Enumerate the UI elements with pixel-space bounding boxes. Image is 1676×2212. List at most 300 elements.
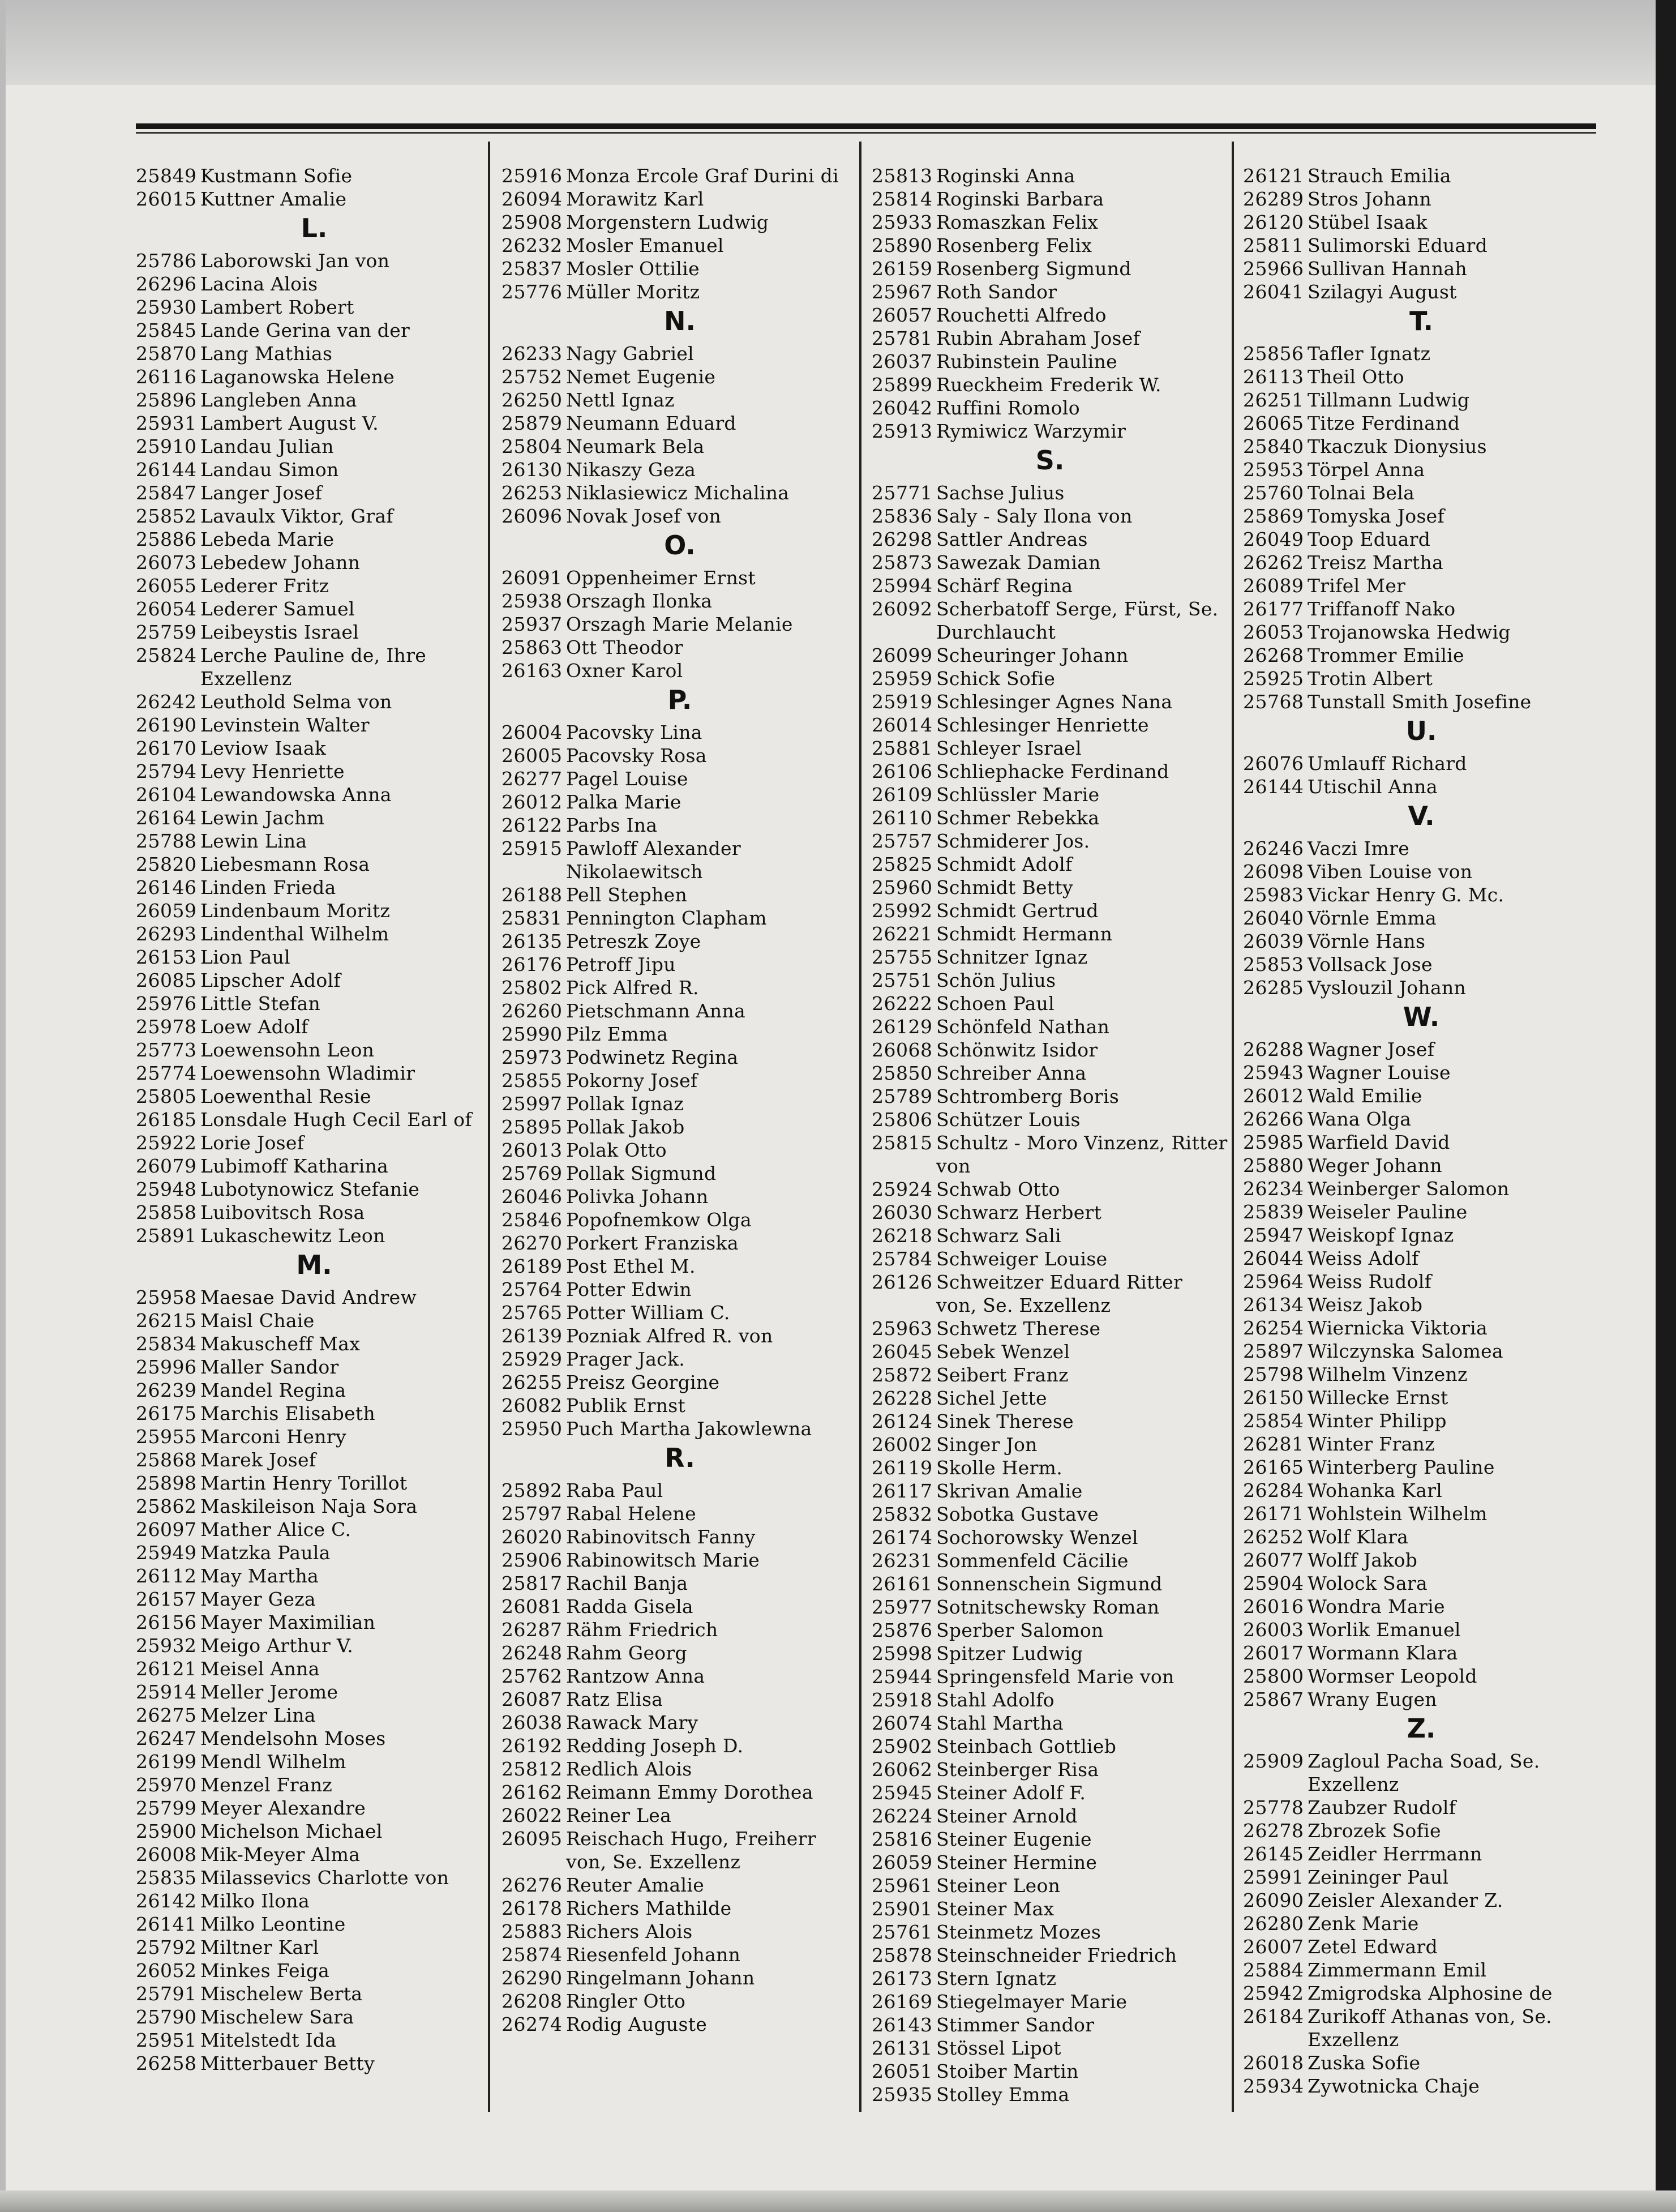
entry-number: 25880 <box>1243 1154 1304 1176</box>
register-entry <box>136 1866 492 1889</box>
register-entry <box>872 876 1228 899</box>
entry-number: 25964 <box>1243 1270 1304 1293</box>
entry-name: Stimmer Sandor <box>936 2014 1095 2036</box>
entry-number: 25850 <box>872 1062 933 1084</box>
scan-border-bottom <box>0 2190 1676 2212</box>
register-entry <box>501 280 858 303</box>
register-entry <box>1243 458 1600 481</box>
entry-number: 25874 <box>501 1944 563 1966</box>
register-entry <box>136 829 492 853</box>
entry-name: Wiernicka Viktoria <box>1308 1317 1488 1339</box>
entry-number: 26085 <box>136 969 197 991</box>
entry-number: 26222 <box>872 992 933 1015</box>
entry-name: Schlesinger Agnes Nana <box>936 691 1173 713</box>
entry-number: 26185 <box>136 1109 197 1131</box>
entry-number: 25973 <box>501 1046 563 1068</box>
register-column-1 <box>136 164 492 2075</box>
register-entry <box>136 481 492 504</box>
register-entry <box>1243 1688 1600 1711</box>
entry-number: 26124 <box>872 1410 933 1432</box>
entry-number: 25951 <box>136 2029 197 2051</box>
entry-number: 26090 <box>1243 1889 1304 1911</box>
register-entry <box>501 721 858 744</box>
register-entry <box>136 1820 492 1843</box>
register-entry <box>872 1317 1228 1340</box>
register-entry <box>501 211 858 234</box>
entry-name: Mitterbauer Betty <box>200 2052 375 2074</box>
entry-number: 26039 <box>1243 930 1304 952</box>
entry-number: 26298 <box>872 528 933 550</box>
entry-number: 25891 <box>136 1225 197 1247</box>
entry-number: 25869 <box>1243 505 1304 527</box>
entry-name: Pick Alfred R. <box>566 977 699 999</box>
entry-name: Schmiderer Jos. <box>936 830 1090 852</box>
section-letter: W. <box>1403 1002 1440 1032</box>
entry-number: 25963 <box>872 1317 933 1340</box>
register-entry <box>501 906 858 930</box>
entry-name: Weinberger Salomon <box>1308 1178 1510 1200</box>
entry-number: 26221 <box>872 923 933 945</box>
entry-number: 26099 <box>872 644 933 666</box>
register-entry <box>136 272 492 296</box>
register-entry <box>1243 1796 1600 1819</box>
register-entry <box>1243 953 1600 976</box>
register-entry <box>1243 906 1600 930</box>
entry-name: Stros Johann <box>1308 188 1432 210</box>
register-entry <box>872 1201 1228 1224</box>
entry-name: Kuttner Amalie <box>200 188 347 210</box>
entry-number: 26228 <box>872 1387 933 1409</box>
register-entry <box>1243 1595 1600 1618</box>
entry-number: 26096 <box>501 505 563 527</box>
entry-name: Schlüssler Marie <box>936 784 1100 806</box>
entry-name: Lande Gerina van der <box>200 319 410 341</box>
entry-name: Nagy Gabriel <box>566 343 694 365</box>
register-entry <box>872 969 1228 992</box>
register-entry <box>136 249 492 272</box>
entry-number: 26109 <box>872 784 933 806</box>
entry-number: 26005 <box>501 745 563 767</box>
entry-name: Reiner Lea <box>566 1804 672 1826</box>
register-entry <box>872 1665 1228 1688</box>
entry-number: 26119 <box>872 1457 933 1479</box>
entry-name: Mischelew Berta <box>200 1983 363 2005</box>
register-entry <box>136 1448 492 1471</box>
entry-number: 25790 <box>136 2006 197 2028</box>
register-entry <box>1243 597 1600 621</box>
entry-name: Weiss Adolf <box>1308 1247 1419 1269</box>
entry-name: Miltner Karl <box>200 1936 319 1958</box>
entry-name: Menzel Franz <box>200 1774 333 1796</box>
register-entry <box>501 1371 858 1394</box>
entry-number: 26215 <box>136 1310 197 1332</box>
entry-name: Redding Joseph D. <box>566 1735 744 1757</box>
register-entry <box>872 899 1228 922</box>
column-divider <box>1232 142 1234 2112</box>
register-entry <box>872 528 1228 551</box>
entry-number: 25878 <box>872 1944 933 1966</box>
entry-name: Rosenberg Felix <box>936 234 1092 256</box>
entry-number: 25902 <box>872 1735 933 1757</box>
register-entry <box>872 1224 1228 1247</box>
register-entry <box>1243 644 1600 667</box>
section-letter: V. <box>1408 801 1435 831</box>
register-entry <box>1243 1316 1600 1340</box>
register-entry <box>136 945 492 969</box>
register-entry <box>872 280 1228 303</box>
entry-number: 25849 <box>136 165 197 187</box>
entry-name: Steinbach Gottlieb <box>936 1735 1117 1757</box>
register-entry <box>872 690 1228 713</box>
entry-name: Trifel Mer <box>1308 575 1406 597</box>
register-entry <box>501 1208 858 1231</box>
register-entry <box>872 234 1228 257</box>
entry-name: Porkert Franziska <box>566 1232 739 1254</box>
register-entry <box>1243 2005 1600 2051</box>
entry-number: 26280 <box>1243 1912 1304 1935</box>
entry-number: 26059 <box>872 1851 933 1873</box>
register-entry <box>872 922 1228 945</box>
register-entry <box>1243 1456 1600 1479</box>
register-entry <box>872 1270 1228 1317</box>
entry-number: 26177 <box>1243 598 1304 620</box>
entry-name: Vaczi Imre <box>1308 837 1410 859</box>
section-letter: S. <box>1035 445 1065 476</box>
entry-name: Wilhelm Vinzenz <box>1308 1363 1468 1385</box>
entry-name: Rubin Abraham Josef <box>936 327 1141 349</box>
entry-number: 25906 <box>501 1549 563 1571</box>
entry-number: 26097 <box>136 1518 197 1541</box>
entry-number: 25759 <box>136 621 197 643</box>
register-entry <box>136 187 492 211</box>
register-entry <box>136 1131 492 1154</box>
entry-number: 26042 <box>872 397 933 419</box>
register-entry <box>136 621 492 644</box>
register-entry <box>136 1038 492 1062</box>
register-entry <box>872 2060 1228 2083</box>
entry-number: 26231 <box>872 1550 933 1572</box>
entry-name: Lipscher Adolf <box>200 969 341 991</box>
entry-name: Sobotka Gustave <box>936 1503 1099 1525</box>
entry-name: Maesae David Andrew <box>200 1286 417 1308</box>
entry-number: 25910 <box>136 435 197 457</box>
register-entry <box>872 504 1228 528</box>
entry-name: Lorie Josef <box>200 1132 305 1154</box>
entry-name: Wagner Josef <box>1308 1038 1435 1060</box>
entry-number: 26002 <box>872 1434 933 1456</box>
section-letter: L. <box>301 213 328 243</box>
entry-number: 26110 <box>872 807 933 829</box>
register-entry <box>136 1982 492 2005</box>
entry-number: 26281 <box>1243 1433 1304 1455</box>
register-entry <box>136 1611 492 1634</box>
register-entry <box>872 1874 1228 1897</box>
register-entry <box>1243 504 1600 528</box>
entry-name: Schmidt Hermann <box>936 923 1113 945</box>
entry-name: Pennington Clapham <box>566 907 767 929</box>
entry-number: 26017 <box>1243 1642 1304 1664</box>
register-entry <box>136 899 492 922</box>
entry-number: 25886 <box>136 528 197 550</box>
entry-name: Seibert Franz <box>936 1364 1069 1386</box>
register-entry <box>872 1062 1228 1085</box>
entry-number: 26218 <box>872 1225 933 1247</box>
register-entry <box>1243 860 1600 883</box>
entry-number: 25862 <box>136 1495 197 1517</box>
entry-number: 26051 <box>872 2060 933 2082</box>
entry-number: 25858 <box>136 1201 197 1223</box>
register-entry <box>872 1038 1228 1062</box>
entry-number: 25908 <box>501 211 563 233</box>
register-entry <box>136 1286 492 1309</box>
register-entry <box>501 1734 858 1757</box>
entry-number: 26092 <box>872 598 933 620</box>
entry-name: Willecke Ernst <box>1308 1387 1448 1409</box>
entry-name: Schoen Paul <box>936 992 1055 1015</box>
register-entry <box>501 613 858 636</box>
register-entry <box>872 373 1228 396</box>
entry-name: Meller Jerome <box>200 1681 338 1703</box>
entry-name: Roth Sandor <box>936 281 1057 303</box>
entry-name: Levinstein Walter <box>200 714 370 736</box>
entry-number: 25813 <box>872 165 933 187</box>
entry-name: Petreszk Zoye <box>566 930 701 952</box>
entry-name: Rawack Mary <box>566 1712 698 1734</box>
entry-number: 25898 <box>136 1472 197 1494</box>
entry-name: Mendl Wilhelm <box>200 1751 346 1773</box>
entry-number: 26268 <box>1243 644 1304 666</box>
entry-number: 26189 <box>501 1255 563 1277</box>
entry-name: Meisel Anna <box>200 1658 320 1680</box>
entry-number: 26150 <box>1243 1387 1304 1409</box>
register-entry <box>1243 1842 1600 1866</box>
register-entry <box>136 1959 492 1982</box>
entry-number: 25967 <box>872 281 933 303</box>
entry-name: Schweitzer Eduard Ritter von, Se. Exzellenz <box>936 1271 1183 1316</box>
register-entry <box>501 1897 858 1920</box>
register-entry <box>872 1387 1228 1410</box>
entry-name: Mayer Maximilian <box>200 1611 376 1633</box>
entry-number: 25872 <box>872 1364 933 1386</box>
entry-name: Schick Sofie <box>936 668 1056 690</box>
entry-number: 26262 <box>1243 551 1304 574</box>
entry-name: Pollak Ignaz <box>566 1093 684 1115</box>
register-entry <box>1243 1107 1600 1131</box>
entry-name: Potter William C. <box>566 1302 730 1324</box>
entry-number: 26030 <box>872 1201 933 1223</box>
entry-number: 26003 <box>1243 1619 1304 1641</box>
entry-name: Wolf Klara <box>1308 1526 1409 1548</box>
entry-name: Post Ethel M. <box>566 1255 696 1277</box>
register-entry <box>872 1247 1228 1270</box>
register-entry <box>1243 1038 1600 1061</box>
register-entry <box>1243 976 1600 999</box>
register-entry <box>872 1572 1228 1595</box>
entry-number: 26173 <box>872 1967 933 1989</box>
entry-name: Pozniak Alfred R. von <box>566 1325 773 1347</box>
entry-number: 26169 <box>872 1991 933 2013</box>
entry-number: 26266 <box>1243 1108 1304 1130</box>
entry-name: Schwetz Therese <box>936 1317 1101 1340</box>
entry-number: 25768 <box>1243 691 1304 713</box>
register-entry <box>872 1967 1228 1990</box>
entry-number: 25990 <box>501 1023 563 1045</box>
entry-name: Vyslouzil Johann <box>1308 977 1467 999</box>
entry-number: 26077 <box>1243 1549 1304 1571</box>
entry-number: 26145 <box>1243 1843 1304 1865</box>
entry-name: Lubimoff Katharina <box>200 1155 389 1177</box>
entry-number: 25752 <box>501 366 563 388</box>
entry-number: 26287 <box>501 1619 563 1641</box>
entry-number: 26126 <box>872 1271 933 1293</box>
register-entry <box>872 574 1228 597</box>
entry-number: 26135 <box>501 930 563 952</box>
entry-name: Luibovitsch Rosa <box>200 1201 365 1223</box>
entry-name: Springensfeld Marie von <box>936 1666 1175 1688</box>
register-entry <box>1243 1154 1600 1177</box>
section-letter: Z. <box>1407 1713 1436 1744</box>
register-entry <box>501 504 858 528</box>
register-entry <box>872 211 1228 234</box>
entry-number: 26171 <box>1243 1503 1304 1525</box>
entry-name: Rouchetti Alfredo <box>936 304 1107 326</box>
register-entry <box>501 767 858 790</box>
entry-name: Orszagh Marie Melanie <box>566 613 793 635</box>
entry-name: Lewin Lina <box>200 830 307 852</box>
register-entry <box>136 164 492 187</box>
register-entry <box>501 164 858 187</box>
register-entry <box>1243 1177 1600 1200</box>
entry-number: 26037 <box>872 350 933 373</box>
register-entry <box>136 1541 492 1564</box>
entry-number: 26276 <box>501 1874 563 1896</box>
register-entry <box>872 350 1228 373</box>
register-entry <box>872 1433 1228 1456</box>
entry-number: 25812 <box>501 1758 563 1780</box>
register-entry <box>1243 1363 1600 1386</box>
register-entry <box>872 1340 1228 1363</box>
entry-number: 25757 <box>872 830 933 852</box>
register-entry <box>1243 365 1600 388</box>
register-entry <box>1243 1131 1600 1154</box>
register-entry <box>501 1827 858 1873</box>
entry-name: Stoiber Martin <box>936 2060 1079 2082</box>
entry-number: 26087 <box>501 1688 563 1710</box>
entry-name: Wilczynska Salomea <box>1308 1340 1503 1362</box>
entry-name: Lindenbaum Moritz <box>200 900 391 922</box>
entry-number: 25934 <box>1243 2075 1304 2097</box>
register-entry <box>872 1178 1228 1201</box>
register-entry <box>136 1224 492 1247</box>
register-entry <box>501 1301 858 1324</box>
entry-name: Roginski Anna <box>936 165 1075 187</box>
register-entry <box>136 1108 492 1131</box>
entry-number: 25771 <box>872 482 933 504</box>
entry-number: 25784 <box>872 1248 933 1270</box>
entry-name: Lambert Robert <box>200 296 354 318</box>
register-entry <box>1243 280 1600 303</box>
entry-name: Loewensohn Wladimir <box>200 1062 415 1084</box>
register-entry <box>872 1595 1228 1619</box>
entry-name: Winterberg Pauline <box>1308 1456 1495 1478</box>
entry-name: Rueckheim Frederik W. <box>936 374 1161 396</box>
entry-name: Pagel Louise <box>566 768 688 790</box>
entry-name: Mayer Geza <box>200 1588 316 1610</box>
entry-name: Polivka Johann <box>566 1186 709 1208</box>
entry-name: Milassevics Charlotte von <box>200 1867 449 1889</box>
entry-number: 25961 <box>872 1875 933 1897</box>
register-entry <box>872 396 1228 420</box>
entry-name: Loew Adolf <box>200 1016 308 1038</box>
entry-name: Schleyer Israel <box>936 737 1082 759</box>
entry-name: Nettl Ignaz <box>566 389 675 411</box>
register-entry <box>136 1355 492 1379</box>
register-entry <box>1243 1502 1600 1525</box>
register-entry <box>872 1781 1228 1804</box>
entry-number: 25831 <box>501 907 563 929</box>
register-entry <box>501 1324 858 1347</box>
entry-number: 25852 <box>136 505 197 527</box>
register-entry <box>501 814 858 837</box>
entry-number: 25884 <box>1243 1959 1304 1981</box>
entry-name: Schön Julius <box>936 969 1056 991</box>
entry-number: 26073 <box>136 551 197 574</box>
entry-name: Nikaszy Geza <box>566 459 696 481</box>
entry-number: 25825 <box>872 853 933 875</box>
register-entry <box>1243 930 1600 953</box>
register-entry <box>136 1015 492 1038</box>
entry-number: 25805 <box>136 1085 197 1107</box>
entry-number: 26089 <box>1243 575 1304 597</box>
entry-number: 25985 <box>1243 1131 1304 1153</box>
entry-name: Schliephacke Ferdinand <box>936 760 1169 782</box>
entry-name: Sawezak Damian <box>936 551 1101 574</box>
entry-number: 26014 <box>872 714 933 736</box>
entry-number: 26188 <box>501 884 563 906</box>
register-entry <box>1243 667 1600 690</box>
entry-number: 26012 <box>1243 1085 1304 1107</box>
register-entry <box>136 1309 492 1332</box>
entry-number: 26278 <box>1243 1820 1304 1842</box>
entry-name: Stübel Isaak <box>1308 211 1428 233</box>
entry-name: Lavaulx Viktor, Graf <box>200 505 393 527</box>
entry-name: Matzka Paula <box>200 1542 331 1564</box>
entry-number: 26053 <box>1243 621 1304 643</box>
entry-name: Wrany Eugen <box>1308 1688 1437 1710</box>
entry-number: 26131 <box>872 2037 933 2059</box>
entry-name: Reuter Amalie <box>566 1874 705 1896</box>
entry-name: Titze Ferdinand <box>1308 412 1460 434</box>
entry-number: 25959 <box>872 668 933 690</box>
register-entry <box>1243 164 1600 187</box>
entry-number: 25863 <box>501 636 563 658</box>
register-entry <box>501 1502 858 1525</box>
register-entry <box>872 713 1228 737</box>
register-entry <box>136 574 492 597</box>
register-entry <box>501 883 858 906</box>
entry-name: Zimmermann Emil <box>1308 1959 1487 1981</box>
register-entry <box>501 1231 858 1255</box>
register-entry <box>136 690 492 713</box>
register-entry <box>501 187 858 211</box>
entry-number: 26253 <box>501 482 563 504</box>
entry-number: 25879 <box>501 412 563 434</box>
entry-number: 25804 <box>501 435 563 457</box>
register-entry <box>501 257 858 280</box>
entry-name: Weiseler Pauline <box>1308 1201 1468 1223</box>
entry-name: Loewenthal Resie <box>200 1085 371 1107</box>
entry-name: Rantzow Anna <box>566 1665 705 1687</box>
